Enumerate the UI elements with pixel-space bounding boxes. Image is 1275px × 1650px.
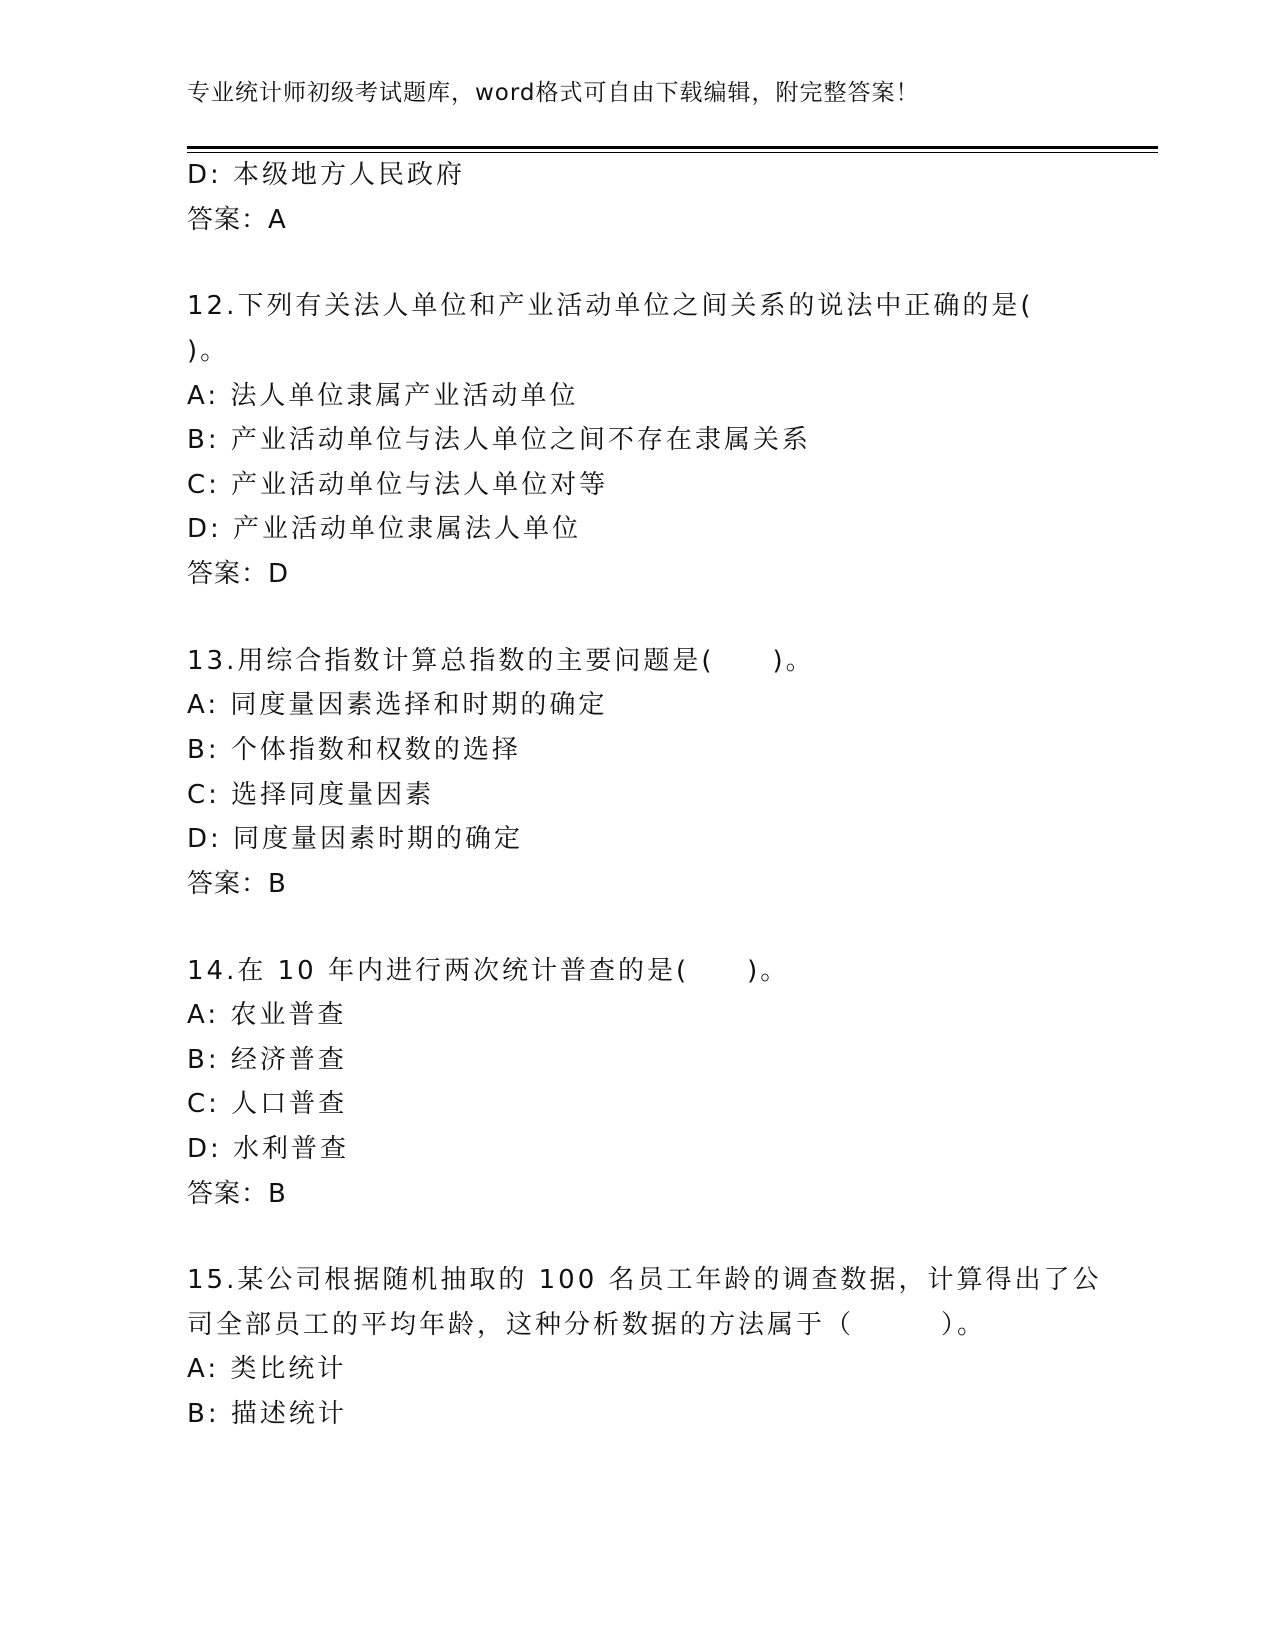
question-15-stem-line2: 司全部员工的平均年龄，这种分析数据的方法属于（ ）。 bbox=[187, 1310, 987, 1340]
question-15-option-a: A: 类比统计 bbox=[187, 1354, 347, 1384]
question-12-option-b: B: 产业活动单位与法人单位之间不存在隶属关系 bbox=[187, 425, 811, 455]
question-12-option-a: A: 法人单位隶属产业活动单位 bbox=[187, 381, 579, 411]
question-13-option-a: A: 同度量因素选择和时期的确定 bbox=[187, 690, 608, 720]
question-14-option-c: C: 人口普查 bbox=[187, 1089, 348, 1119]
question-12-answer: 答案：D bbox=[187, 559, 290, 589]
page-header: 专业统计师初级考试题库，word格式可自由下载编辑，附完整答案！ bbox=[187, 80, 920, 106]
question-15-option-b: B: 描述统计 bbox=[187, 1399, 347, 1429]
question-14-option-a: A: 农业普查 bbox=[187, 1000, 347, 1030]
question-12-option-d: D: 产业活动单位隶属法人单位 bbox=[187, 514, 582, 544]
prev-option-d: D: 本级地方人民政府 bbox=[187, 160, 466, 190]
question-12-stem-line1: 12.下列有关法人单位和产业活动单位之间关系的说法中正确的是( bbox=[187, 291, 1034, 321]
question-12-option-c: C: 产业活动单位与法人单位对等 bbox=[187, 470, 609, 500]
question-14-option-b: B: 经济普查 bbox=[187, 1045, 347, 1075]
question-14-answer: 答案：B bbox=[187, 1179, 287, 1209]
question-13-option-b: B: 个体指数和权数的选择 bbox=[187, 735, 521, 765]
prev-answer: 答案：A bbox=[187, 205, 287, 235]
header-rule-thick bbox=[187, 146, 1158, 149]
question-12-stem-line2: )。 bbox=[187, 336, 230, 366]
question-13-option-d: D: 同度量因素时期的确定 bbox=[187, 824, 524, 854]
question-13-stem: 13.用综合指数计算总指数的主要问题是( )。 bbox=[187, 646, 815, 676]
question-14-stem: 14.在 10 年内进行两次统计普查的是( )。 bbox=[187, 956, 790, 986]
question-13-answer: 答案：B bbox=[187, 869, 287, 899]
question-14-option-d: D: 水利普查 bbox=[187, 1134, 350, 1164]
header-rule-thin bbox=[187, 152, 1158, 153]
question-13-option-c: C: 选择同度量因素 bbox=[187, 780, 435, 810]
question-15-stem-line1: 15.某公司根据随机抽取的 100 名员工年龄的调查数据，计算得出了公 bbox=[187, 1265, 1102, 1295]
